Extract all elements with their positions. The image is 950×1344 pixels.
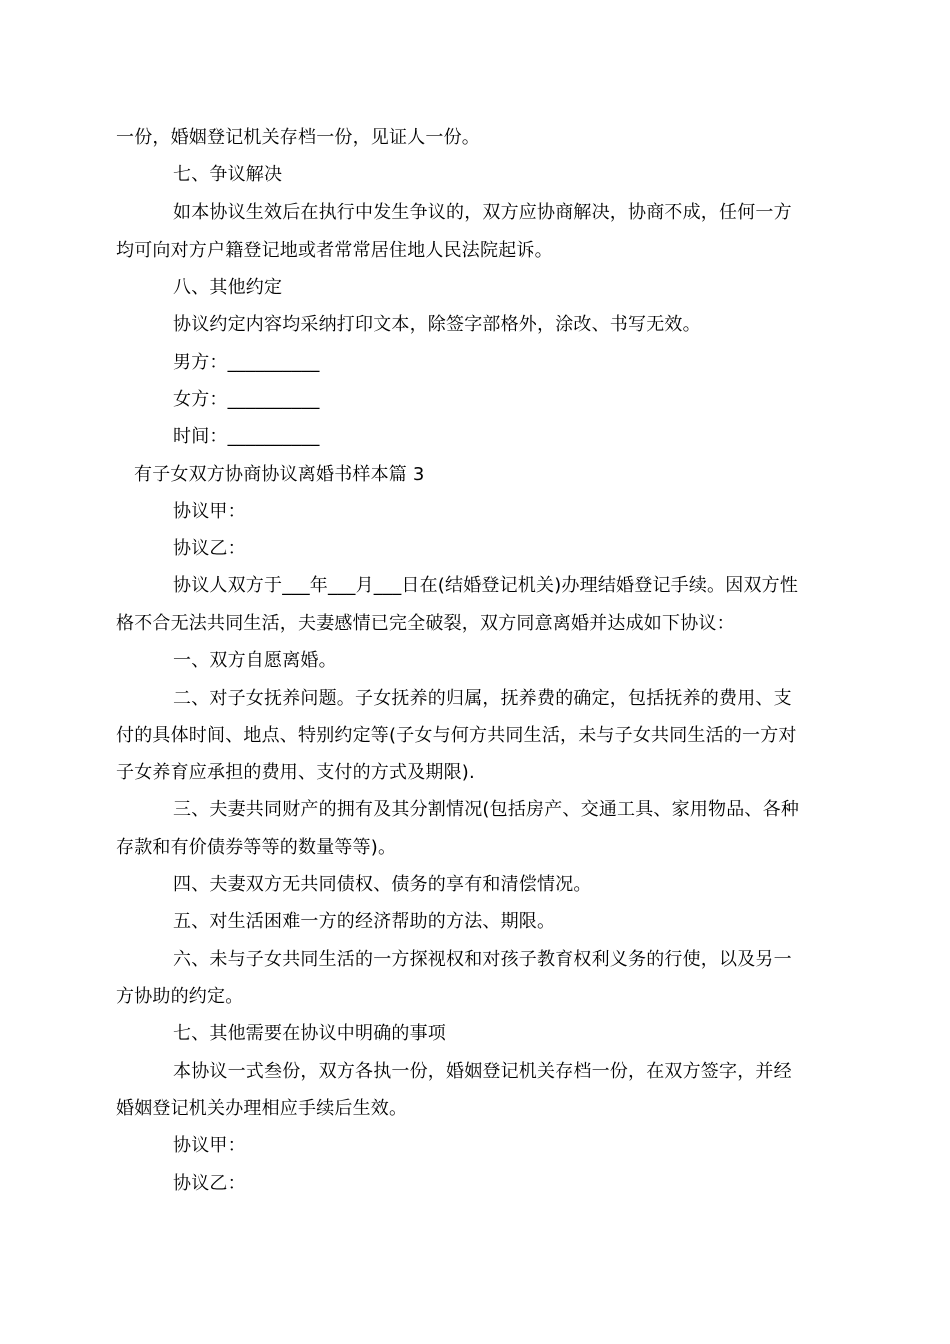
party-a-label: 协议甲： bbox=[173, 501, 246, 522]
text-line: 协议人双方于___年___月___日在(结婚登记机关)办理结婚登记手续。因双方性 bbox=[173, 575, 799, 596]
text-line: 付的具体时间、地点、特别约定等(子女与何方共同生活，未与子女共同生活的一方对 bbox=[116, 725, 797, 746]
clause-item: 四、夫妻双方无共同债权、债务的享有和清偿情况。 bbox=[173, 874, 592, 895]
text-line: 婚姻登记机关办理相应手续后生效。 bbox=[116, 1098, 408, 1119]
section-heading: 八、其他约定 bbox=[173, 277, 283, 298]
signature-line-date: 时间：__________ bbox=[173, 426, 320, 447]
party-b-label: 协议乙： bbox=[173, 538, 246, 559]
party-a-label: 协议甲： bbox=[173, 1135, 246, 1156]
text-line: 格不合无法共同生活，夫妻感情已完全破裂，双方同意离婚并达成如下协议： bbox=[116, 613, 735, 634]
clause-item: 六、未与子女共同生活的一方探视权和对孩子教育权利义务的行使，以及另一 bbox=[173, 949, 792, 970]
signature-line-female: 女方：__________ bbox=[173, 389, 320, 410]
clause-item: 二、对子女抚养问题。子女抚养的归属，抚养费的确定，包括抚养的费用、支 bbox=[173, 688, 792, 709]
text-line: 协议约定内容均采纳打印文本，除签字部格外，涂改、书写无效。 bbox=[173, 314, 701, 335]
section-heading: 七、争议解决 bbox=[173, 164, 283, 185]
text-line: 均可向对方户籍登记地或者常常居住地人民法院起诉。 bbox=[116, 240, 553, 261]
party-b-label: 协议乙： bbox=[173, 1173, 246, 1194]
text-line: 如本协议生效后在执行中发生争议的，双方应协商解决，协商不成，任何一方 bbox=[173, 202, 792, 223]
text-line: 方协助的约定。 bbox=[116, 986, 244, 1007]
clause-item: 三、夫妻共同财产的拥有及其分割情况(包括房产、交通工具、家用物品、各种 bbox=[173, 799, 800, 820]
clause-item: 五、对生活困难一方的经济帮助的方法、期限。 bbox=[173, 911, 556, 932]
text-line: 存款和有价债券等等的数量等等)。 bbox=[116, 837, 397, 858]
signature-line-male: 男方：__________ bbox=[173, 352, 320, 373]
clause-item: 七、其他需要在协议中明确的事项 bbox=[173, 1023, 446, 1044]
clause-item: 一、双方自愿离婚。 bbox=[173, 650, 337, 671]
text-line: 子女养育应承担的费用、支付的方式及期限). bbox=[116, 762, 475, 783]
text-line: 一份，婚姻登记机关存档一份，见证人一份。 bbox=[116, 127, 480, 148]
text-line: 本协议一式叁份，双方各执一份，婚姻登记机关存档一份，在双方签字，并经 bbox=[173, 1061, 792, 1082]
document-title: 有子女双方协商协议离婚书样本篇 3 bbox=[134, 464, 425, 485]
